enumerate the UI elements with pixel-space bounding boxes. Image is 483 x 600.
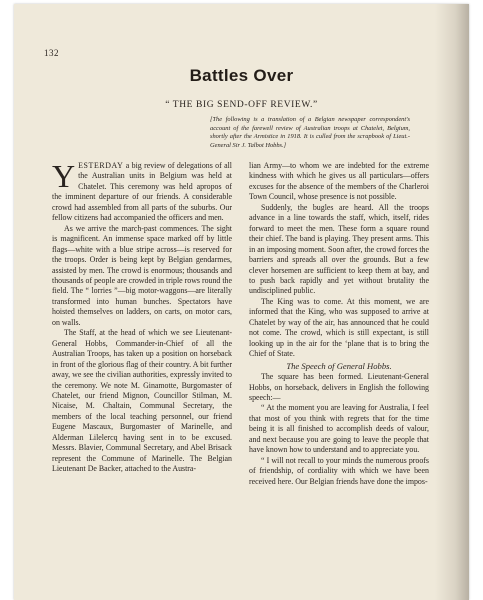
left-column xyxy=(52,158,232,475)
paragraph: Suddenly, the bugles are heard. All the troops advance in a line towards the staff, which, itself, rides forward to meet the men. These form a square round their chief. The band is playing. They present arms. This in an imposing moment. Soon after, the crowd forces the barriers and spreads all over the grounds. But a few clever horsemen are sufficient to keep them at bay, and to push back rapidly and yet without brutality the undisciplined public. xyxy=(249,202,429,296)
page-gutter-shadow xyxy=(435,4,469,600)
paragraph: The King was to come. At this moment, we are informed that the King, who was supposed to arrive at Chatelet by way of the air, has announced that he could not come. The crowd, which is still expectant, is still looking up in the air for the ‘plane that is to bring the Chief of State. xyxy=(249,296,429,359)
paragraph: The Staff, at the head of which we see Lieutenant-General Hobbs, Commander-in-Chief of all the Australian Troops, has taken up a position on horseback in front of the glorious flag of their country. A bit further away, we see the civilian authorities, expressly invited to the ceremony. We note M. Ginamotte, Burgomaster of Chatelet, our friend Mignon, Councillor Stilman, M. Nicaise, M. Chaltain, Communal Secretary, the members of the local teaching personnel, our friend Eugene Mascaux, Burgomaster of Marinelle, and Alderman Lilelercq having sent in to be excused. Messrs. Blavier, Communal Secretary, and Abel Brisack represent the Commune of Marinelle. The Belgian Lieutenant De Backer, attached to the Austra- xyxy=(52,328,232,474)
paragraph: As we arrive the march-past commences. The sight is magnificent. An immense space marked off by little flags—white with a blue stripe across—is reserved for the troops. Order is being kept by Belgian gendarmes, assisted by men. The crowd is enormous; thousands and thousands of people are crowded in triple rows round the field. The “ lorries ”—big motor-waggons—are literally transformed into human bunches. Spectators have hoisted themselves on ladders, on carts, on motor cars, on walls. xyxy=(52,223,232,327)
book-page xyxy=(14,4,469,600)
editorial-note: [The following is a translation of a Belgian newspaper correspondent's account of the farewell review of Australian troops at Chatelet, Belgium, shortly after the Armistice in 1918. It is culled from the scrapbook of Lieut.-General Sir J. Talbot Hobbs.] xyxy=(210,116,410,149)
article-subtitle: “ THE BIG SEND-OFF REVIEW.” xyxy=(165,100,318,110)
page-title: Battles Over xyxy=(189,66,294,85)
drop-cap: Y xyxy=(52,158,76,194)
lead-word: ESTERDAY xyxy=(78,161,124,170)
paragraph-text: a big review of delegations of all the Australian units in Belgium was held at Chatelet. This ceremony was held apropos of the imminent departure of our friends. A considerable crowd had assembled from all parts of the suburbs. Our fellow citizens had accompanied the officers and men. xyxy=(52,161,232,223)
page-number: 132 xyxy=(44,48,59,58)
paragraph: The square has been formed. Lieutenant-General Hobbs, on horseback, delivers in English the following speech:— xyxy=(249,372,429,402)
section-heading: The Speech of General Hobbs. xyxy=(286,360,392,371)
paragraph: “ At the moment you are leaving for Australia, I feel that most of you think with regrets that for the time being it is all finished to accomplish deeds of valour, and next because you are going to leave the people that have known how to understand and to appreciate you. xyxy=(249,403,429,455)
paragraph: “ I will not recall to your minds the numerous proofs of friendship, of cordiality with which we have been received here. Our Belgian friends have done the impos- xyxy=(249,455,429,486)
right-column xyxy=(249,161,429,487)
paragraph xyxy=(52,158,232,224)
paragraph: lian Army—to whom we are indebted for the extreme kindness with which he gives us all particulars—offers excuses for the absence of the members of the Charleroi Town Council, whose presence is not possible. xyxy=(249,161,429,202)
